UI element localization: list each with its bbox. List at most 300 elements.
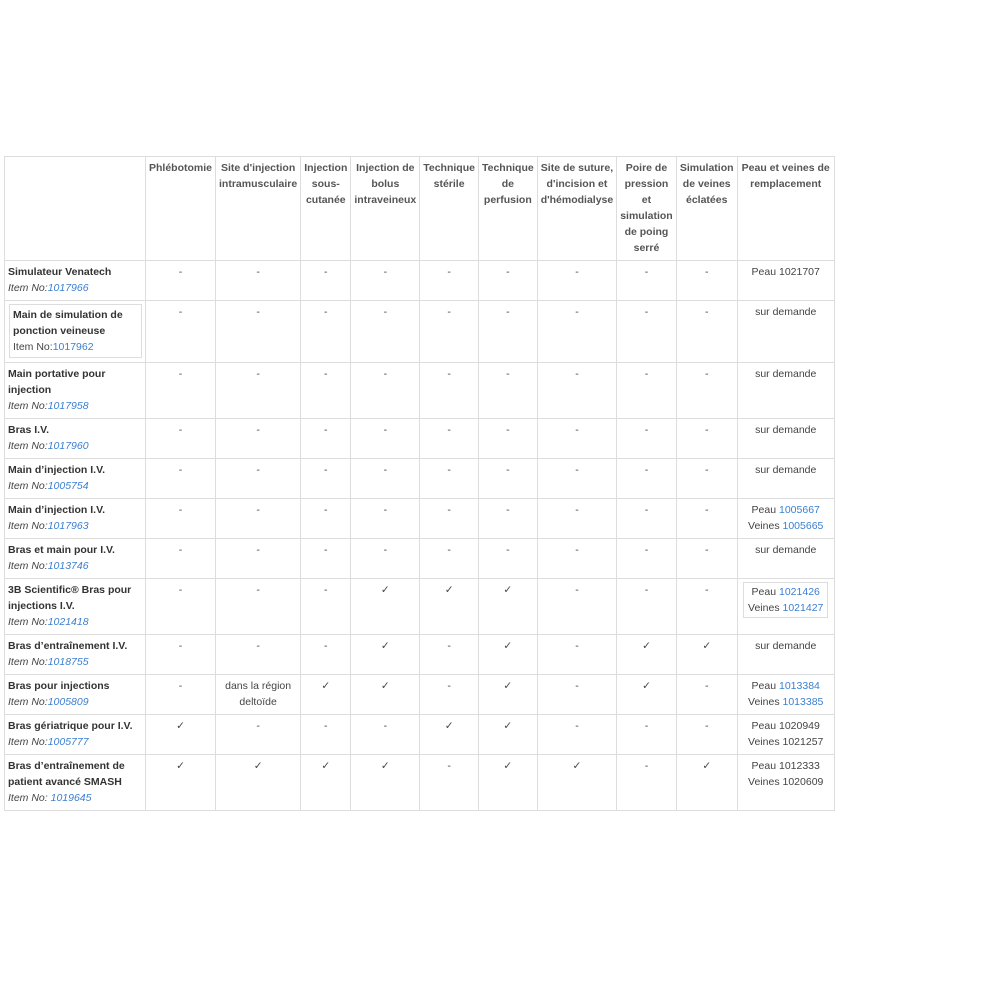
product-cell — [5, 715, 146, 755]
replacement-line — [741, 518, 831, 534]
replacement-label: Veines — [748, 602, 783, 614]
table-row — [5, 635, 835, 675]
dash-cell — [146, 675, 216, 715]
cell-value: - — [644, 720, 649, 732]
cell-value: - — [704, 266, 709, 278]
table-row — [5, 363, 835, 419]
dash-cell — [537, 363, 617, 419]
dash-cell — [301, 419, 351, 459]
dash-cell — [420, 301, 479, 363]
checkmark-icon: ✓ — [176, 720, 185, 732]
cell-value: - — [383, 720, 388, 732]
cell-value: - — [178, 368, 183, 380]
dash-cell — [617, 261, 677, 301]
product-name: Bras gériatrique pour I.V. — [8, 720, 133, 732]
cell-value: - — [704, 424, 709, 436]
cell-value: - — [704, 464, 709, 476]
cell-value: - — [178, 464, 183, 476]
intramuscular-header: Site d'injection intramusculaire — [216, 157, 301, 261]
checkmark-icon: ✓ — [380, 760, 390, 772]
cell-value: - — [383, 464, 388, 476]
checkmark-icon: ✓ — [503, 680, 513, 692]
check-mark-cell — [617, 635, 677, 675]
dash-cell — [537, 715, 617, 755]
dash-cell — [216, 539, 301, 579]
product-name: 3B Scientific® Bras pour injections I.V. — [8, 584, 132, 612]
dash-cell — [478, 363, 537, 419]
dash-cell — [216, 301, 301, 363]
replacement-link[interactable]: 1021427 — [782, 602, 824, 614]
dash-cell — [216, 459, 301, 499]
replacement-label: Peau — [751, 586, 779, 598]
replacement-cell — [737, 539, 834, 579]
dash-cell — [351, 459, 420, 499]
dash-cell — [301, 715, 351, 755]
replacement-label: Peau — [751, 680, 779, 692]
cell-value: - — [178, 544, 183, 556]
product-cell — [5, 261, 146, 301]
dash-cell — [301, 499, 351, 539]
cell-value: - — [447, 368, 451, 380]
replacement-line: sur demande — [755, 368, 817, 380]
cell-value: - — [575, 720, 579, 732]
replacement-cell — [737, 459, 834, 499]
checkmark-icon: ✓ — [572, 760, 582, 772]
checkmark-icon: ✓ — [321, 760, 331, 772]
sterile-technique-header: Technique stérile — [420, 157, 479, 261]
cell-value: - — [644, 760, 649, 772]
cell-value: - — [324, 720, 328, 732]
cell-value: - — [644, 504, 649, 516]
product-cell — [5, 579, 146, 635]
dash-cell — [420, 635, 479, 675]
dash-cell — [676, 499, 737, 539]
replacement-line: Peau 1012333 — [751, 760, 820, 772]
cell-value: - — [383, 368, 388, 380]
cell-value: - — [178, 640, 183, 652]
replacement-link[interactable]: 1013385 — [782, 696, 824, 708]
dash-cell — [676, 363, 737, 419]
replacement-line: sur demande — [755, 544, 817, 556]
table-row — [5, 715, 835, 755]
dash-cell — [617, 715, 677, 755]
check-mark-cell — [537, 755, 617, 811]
item-number-label: Item No: — [13, 341, 53, 353]
product-cell — [5, 301, 146, 363]
product-name: Main de simulation de ponction veineuse — [13, 309, 123, 337]
dash-cell — [216, 579, 301, 635]
replacement-label: Veines — [748, 696, 783, 708]
dash-cell — [146, 635, 216, 675]
cell-value: - — [704, 544, 709, 556]
table-row — [5, 539, 835, 579]
dash-cell — [216, 419, 301, 459]
item-number-link[interactable]: 1017962 — [52, 341, 94, 353]
dash-cell — [537, 261, 617, 301]
item-number-link[interactable]: 1021418 — [47, 616, 89, 628]
replacement-cell — [737, 419, 834, 459]
check-mark-cell — [478, 675, 537, 715]
product-cell — [5, 675, 146, 715]
cell-value: - — [704, 306, 709, 318]
item-number-link[interactable]: 1019645 — [50, 792, 92, 804]
dash-cell — [420, 459, 479, 499]
dash-cell — [617, 459, 677, 499]
dash-cell — [537, 539, 617, 579]
dash-cell — [146, 301, 216, 363]
dash-cell — [617, 579, 677, 635]
checkmark-icon: ✓ — [702, 760, 712, 772]
cell-value: - — [256, 640, 260, 652]
dash-cell — [146, 459, 216, 499]
cell-value: - — [644, 464, 649, 476]
dash-cell — [676, 675, 737, 715]
product-cell — [5, 499, 146, 539]
check-mark-cell — [351, 755, 420, 811]
dash-cell — [420, 363, 479, 419]
item-number-label: Item No: — [8, 560, 48, 572]
item-number-label: Item No: — [8, 696, 48, 708]
replacement-cell — [737, 261, 834, 301]
item-number-label: Item No: — [8, 400, 48, 412]
check-mark-cell — [478, 755, 537, 811]
cell-value: - — [324, 464, 328, 476]
cell-value: - — [704, 720, 709, 732]
cell-value: - — [506, 504, 510, 516]
replacement-link[interactable]: 1005665 — [782, 520, 824, 532]
checkmark-icon: ✓ — [444, 720, 454, 732]
checkmark-icon: ✓ — [253, 760, 263, 772]
cell-value: - — [447, 306, 451, 318]
cell-value: - — [447, 464, 451, 476]
dash-cell — [146, 419, 216, 459]
dash-cell — [301, 459, 351, 499]
checkmark-icon: ✓ — [503, 584, 513, 596]
dash-cell — [617, 419, 677, 459]
check-mark-cell — [146, 715, 216, 755]
cell-value: - — [575, 680, 579, 692]
suture-site-header: Site de suture, d'incision et d'hémodialyse — [537, 157, 617, 261]
dash-cell — [351, 363, 420, 419]
checkmark-icon: ✓ — [503, 640, 513, 652]
dash-cell — [420, 419, 479, 459]
item-number-link[interactable]: 1017958 — [47, 400, 89, 412]
check-mark-cell — [478, 715, 537, 755]
infusion-technique-header: Technique de perfusion — [478, 157, 537, 261]
cell-value: - — [256, 584, 260, 596]
dash-cell — [216, 499, 301, 539]
cell-value: - — [506, 368, 510, 380]
replacement-line: sur demande — [755, 464, 817, 476]
checkmark-icon: ✓ — [702, 640, 712, 652]
cell-value: - — [447, 266, 451, 278]
product-name: Main d’injection I.V. — [8, 504, 106, 516]
cell-value: - — [704, 584, 709, 596]
item-number-link[interactable]: 1017963 — [47, 520, 89, 532]
cell-value: - — [704, 680, 709, 692]
cell-value: - — [256, 544, 260, 556]
check-mark-cell — [420, 715, 479, 755]
cell-value: - — [447, 640, 451, 652]
item-number-label: Item No: — [8, 480, 48, 492]
product-name: Bras pour injections — [8, 680, 110, 692]
replacement-cell — [737, 675, 834, 715]
cell-value: - — [506, 544, 510, 556]
cell-value: - — [704, 368, 709, 380]
cell-value: - — [256, 504, 260, 516]
item-number-link[interactable]: 1017960 — [47, 440, 89, 452]
cell-value: - — [644, 584, 649, 596]
cell-value: - — [575, 584, 579, 596]
replacement-cell — [737, 755, 834, 811]
dash-cell — [351, 419, 420, 459]
item-number-label: Item No: — [8, 440, 48, 452]
cell-value: - — [506, 266, 510, 278]
cell-value: - — [324, 306, 328, 318]
cell-value: - — [447, 504, 451, 516]
cell-value: dans la région deltoïde — [225, 680, 292, 708]
dash-cell — [617, 301, 677, 363]
checkmark-icon: ✓ — [444, 584, 454, 596]
item-number-link[interactable]: 1013746 — [47, 560, 89, 572]
replacement-cell — [737, 715, 834, 755]
dash-cell — [351, 539, 420, 579]
cell-value: - — [256, 306, 260, 318]
item-number-link[interactable]: 1005809 — [47, 696, 89, 708]
cell-value: - — [506, 424, 510, 436]
dash-cell — [617, 499, 677, 539]
replacement-label: Veines — [748, 520, 783, 532]
dash-cell — [676, 579, 737, 635]
dash-cell — [420, 539, 479, 579]
cell-value: - — [575, 640, 579, 652]
cell-value: - — [383, 424, 388, 436]
cell-value: - — [256, 424, 260, 436]
cell-value: - — [383, 266, 388, 278]
cell-value: - — [575, 464, 579, 476]
product-name: Bras I.V. — [8, 424, 50, 436]
checkmark-icon: ✓ — [503, 720, 513, 732]
check-mark-cell — [146, 755, 216, 811]
dash-cell — [617, 755, 677, 811]
dash-cell — [420, 675, 479, 715]
checkmark-icon: ✓ — [380, 640, 390, 652]
product-name: Main d’injection I.V. — [8, 464, 106, 476]
item-number-link[interactable]: 1005777 — [47, 736, 89, 748]
cell-value: - — [575, 504, 579, 516]
cell-value: - — [324, 584, 328, 596]
dash-cell — [676, 459, 737, 499]
replacement-cell — [737, 363, 834, 419]
table-row — [5, 261, 835, 301]
table-row — [5, 755, 835, 811]
dash-cell — [420, 499, 479, 539]
dash-cell — [676, 301, 737, 363]
cell-value: - — [324, 504, 328, 516]
item-number-label: Item No: — [8, 616, 48, 628]
dash-cell — [301, 579, 351, 635]
dash-cell — [146, 579, 216, 635]
dash-cell — [146, 539, 216, 579]
replacement-line: sur demande — [755, 424, 817, 436]
item-number-label: Item No: — [8, 282, 48, 294]
check-mark-cell — [351, 579, 420, 635]
dash-cell — [478, 459, 537, 499]
comparison-table — [4, 156, 835, 811]
pressure-bulb-header: Poire de pression et simulation de poing serré — [617, 157, 677, 261]
cell-value: - — [704, 504, 709, 516]
dash-cell — [351, 261, 420, 301]
product-name: Bras d’entraînement de patient avancé SMASH — [8, 760, 125, 788]
cell-value: - — [447, 680, 451, 692]
dash-cell — [537, 579, 617, 635]
check-mark-cell — [420, 579, 479, 635]
product-cell — [5, 459, 146, 499]
cell-value: - — [383, 544, 388, 556]
dash-cell — [676, 261, 737, 301]
cell-value: - — [256, 266, 260, 278]
check-mark-cell — [617, 675, 677, 715]
dash-cell — [537, 301, 617, 363]
product-header — [5, 157, 146, 261]
dash-cell — [676, 419, 737, 459]
cell-value: - — [256, 464, 260, 476]
dash-cell — [351, 301, 420, 363]
vein-burst-header: Simulation de veines éclatées — [676, 157, 737, 261]
replacement-line: Veines 1020609 — [748, 776, 824, 788]
cell-value: - — [644, 424, 649, 436]
check-mark-cell — [301, 675, 351, 715]
replacement-link[interactable]: 1013384 — [779, 680, 820, 692]
dash-cell — [351, 715, 420, 755]
cell-value: - — [324, 424, 328, 436]
check-mark-cell — [676, 635, 737, 675]
dash-cell — [537, 499, 617, 539]
dash-cell — [478, 261, 537, 301]
cell-value: - — [178, 504, 183, 516]
dash-cell — [478, 301, 537, 363]
cell-value: - — [506, 306, 510, 318]
check-mark-cell — [676, 755, 737, 811]
replacement-line: Peau 1021707 — [751, 266, 820, 278]
check-mark-cell — [351, 675, 420, 715]
cell-value: - — [324, 368, 328, 380]
replacement-line — [741, 502, 831, 518]
replacement-link[interactable]: 1005667 — [779, 504, 820, 516]
dash-cell — [420, 261, 479, 301]
replacement-skin-header: Peau et veines de remplacement — [737, 157, 834, 261]
dash-cell — [216, 715, 301, 755]
dash-cell — [301, 301, 351, 363]
header-row — [5, 157, 835, 261]
cell-value: - — [575, 424, 579, 436]
replacement-link[interactable]: 1021426 — [779, 586, 820, 598]
replacement-cell — [737, 499, 834, 539]
phlebotomy-header: Phlébotomie — [146, 157, 216, 261]
dash-cell — [146, 261, 216, 301]
cell-value: - — [383, 306, 388, 318]
dash-cell — [146, 363, 216, 419]
dash-cell — [617, 363, 677, 419]
check-mark-cell — [478, 635, 537, 675]
dash-cell — [617, 539, 677, 579]
replacement-label: Peau — [751, 504, 779, 516]
product-name: Simulateur Venatech — [8, 266, 112, 278]
replacement-cell — [737, 301, 834, 363]
replacement-line — [748, 584, 823, 600]
replacement-cell — [737, 635, 834, 675]
dash-cell — [537, 419, 617, 459]
item-number-link[interactable]: 1018755 — [47, 656, 89, 668]
check-mark-cell — [216, 755, 301, 811]
checkmark-icon: ✓ — [380, 584, 390, 596]
replacement-line: Veines 1021257 — [748, 736, 824, 748]
cell-value: - — [178, 584, 183, 596]
cell-value: - — [256, 720, 260, 732]
table-row — [5, 301, 835, 363]
cell-value: - — [575, 544, 579, 556]
table-row — [5, 675, 835, 715]
replacement-line: sur demande — [755, 640, 817, 652]
cell-value: - — [447, 760, 451, 772]
table-row — [5, 579, 835, 635]
checkmark-icon: ✓ — [321, 680, 331, 692]
replacement-line: Peau 1020949 — [751, 720, 820, 732]
replacement-line — [741, 678, 831, 694]
item-number-link[interactable]: 1005754 — [47, 480, 89, 492]
cell-value: - — [324, 266, 328, 278]
iv-bolus-header: Injection de bolus intraveineux — [351, 157, 420, 261]
dash-cell — [146, 499, 216, 539]
product-cell — [5, 539, 146, 579]
value-cell — [216, 675, 301, 715]
product-name: Bras d’entraînement I.V. — [8, 640, 128, 652]
dash-cell — [216, 635, 301, 675]
cell-value: - — [447, 544, 451, 556]
dash-cell — [537, 675, 617, 715]
item-number-link[interactable]: 1017966 — [47, 282, 89, 294]
dash-cell — [301, 261, 351, 301]
check-mark-cell — [478, 579, 537, 635]
table-row — [5, 459, 835, 499]
replacement-line: sur demande — [755, 306, 817, 318]
cell-value: - — [506, 464, 510, 476]
cell-value: - — [178, 266, 183, 278]
dash-cell — [420, 755, 479, 811]
table-row — [5, 419, 835, 459]
cell-value: - — [447, 424, 451, 436]
replacement-cell — [737, 579, 834, 635]
item-number-label: Item No: — [8, 520, 48, 532]
item-number-label: Item No: — [8, 792, 51, 804]
product-name: Main portative pour injection — [8, 368, 106, 396]
dash-cell — [676, 715, 737, 755]
cell-value: - — [324, 544, 328, 556]
dash-cell — [478, 499, 537, 539]
item-number-label: Item No: — [8, 656, 48, 668]
dash-cell — [301, 539, 351, 579]
item-number-label: Item No: — [8, 736, 48, 748]
cell-value: - — [644, 544, 649, 556]
cell-value: - — [644, 266, 649, 278]
check-mark-cell — [301, 755, 351, 811]
check-mark-cell — [351, 635, 420, 675]
product-cell — [5, 755, 146, 811]
cell-value: - — [575, 266, 579, 278]
checkmark-icon: ✓ — [176, 760, 185, 772]
cell-value: - — [383, 504, 388, 516]
product-cell — [5, 363, 146, 419]
